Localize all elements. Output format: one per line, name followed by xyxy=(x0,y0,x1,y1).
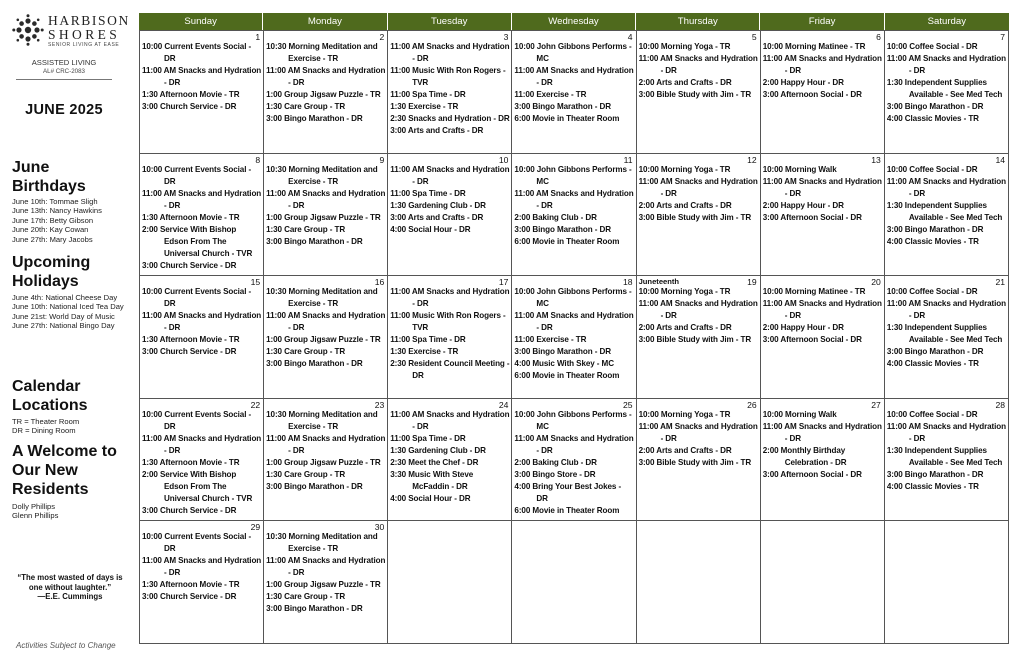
event-item: 11:00 AM Snacks and Hydration - DR xyxy=(266,188,386,210)
event-item: 10:00 John Gibbons Performs - MC xyxy=(514,409,632,431)
event-item: 10:00 John Gibbons Performs - MC xyxy=(514,42,632,63)
calendar-day-cell xyxy=(512,31,636,154)
list-item: June 21st: World Day of Music xyxy=(12,311,115,321)
event-item: 3:00 Bingo Marathon - DR xyxy=(886,469,984,479)
weekday-friday: Friday xyxy=(760,13,884,30)
calendar-day-cell xyxy=(761,521,885,644)
event-item: 10:00 Current Events Social - DR xyxy=(142,532,252,554)
event-item: 1:30 Independent Supplies Available - See Med Tech xyxy=(886,445,1003,467)
event-item: 10:00 Current Events Social - DR xyxy=(142,287,252,309)
list-item: June 4th: National Cheese Day xyxy=(12,293,118,302)
event-item: 11:00 Spa Time - DR xyxy=(390,433,466,443)
event-item: 10:00 Coffee Social - DR xyxy=(886,42,978,51)
event-item: 10:30 Morning Meditation and Exercise - TR xyxy=(266,287,378,309)
calendar-day-cell xyxy=(885,521,1009,644)
event-item: 2:00 Service With Bishop Edson From The Universal Church - TVR xyxy=(142,469,253,503)
event-item: 2:30 Resident Council Meeting - DR xyxy=(390,359,510,381)
event-item: 11:00 AM Snacks and Hydration - DR xyxy=(638,299,758,321)
locations-list xyxy=(12,417,128,436)
day-number: 2 xyxy=(379,32,385,42)
footer-note: Activities Subject to Change xyxy=(16,641,116,650)
event-item: 1:00 Group Jigsaw Puzzle - TR xyxy=(266,580,381,590)
calendar-day-cell xyxy=(264,276,388,399)
calendar-day-cell xyxy=(140,399,264,522)
event-item: 11:00 AM Snacks and Hydration - DR xyxy=(266,556,386,578)
calendar-day-cell xyxy=(885,31,1009,154)
calendar-day-cell xyxy=(388,31,512,154)
event-item: 3:00 Bingo Marathon - DR xyxy=(514,347,611,357)
event-item: 10:00 Morning Yoga - TR xyxy=(638,287,731,297)
weekday-wednesday: Wednesday xyxy=(512,13,636,30)
calendar-day-cell xyxy=(264,399,388,522)
event-item: 1:00 Group Jigsaw Puzzle - TR xyxy=(266,457,381,467)
event-item: 3:00 Church Service - DR xyxy=(142,592,237,602)
calendar-grid xyxy=(139,30,1009,644)
day-number: 10 xyxy=(498,154,509,165)
event-item: 3:00 Bingo Marathon - DR xyxy=(266,604,363,614)
event-item: 3:00 Afternoon Social - DR xyxy=(762,335,862,345)
event-item: 3:00 Bingo Marathon - DR xyxy=(514,224,611,234)
list-item: June 20th: Kay Cowan xyxy=(12,225,89,235)
event-item: 3:00 Bingo Marathon - DR xyxy=(266,359,363,369)
event-item: 2:00 Arts and Crafts - DR xyxy=(638,200,732,210)
event-item: 4:00 Social Hour - DR xyxy=(390,493,471,503)
event-item: 11:00 AM Snacks and Hydration - DR xyxy=(514,66,634,87)
event-item: 1:30 Afternoon Movie - TR xyxy=(142,90,240,99)
event-item: 1:30 Independent Supplies Available - See Med Tech xyxy=(886,78,1003,99)
quote xyxy=(12,573,128,602)
event-item: 10:00 Coffee Social - DR xyxy=(886,287,978,297)
calendar-day-cell xyxy=(140,31,264,154)
event-item: 11:00 AM Snacks and Hydration - DR xyxy=(266,311,386,333)
event-item: 3:00 Bingo Marathon - DR xyxy=(886,347,984,357)
weekday-tuesday: Tuesday xyxy=(388,13,512,30)
event-item: 3:00 Bingo Marathon - DR xyxy=(266,481,363,491)
calendar-day-cell xyxy=(637,399,761,522)
day-number: 14 xyxy=(995,154,1005,165)
event-item: 3:00 Bingo Marathon - DR xyxy=(514,102,611,111)
event-item: 11:00 AM Snacks and Hydration - DR xyxy=(514,188,634,210)
welcome-list xyxy=(12,502,128,521)
license-number: AL# CRC-2083 xyxy=(43,68,85,75)
event-item: 10:00 Coffee Social - DR xyxy=(886,164,978,174)
event-item: 10:00 Current Events Social - DR xyxy=(142,409,252,431)
day-number: 3 xyxy=(503,32,509,42)
event-item: 1:30 Afternoon Movie - TR xyxy=(142,580,240,590)
calendar-day-cell xyxy=(512,154,636,277)
event-item: 6:00 Movie in Theater Room xyxy=(514,236,620,246)
day-number: 26 xyxy=(747,399,757,410)
event-item: 10:00 Morning Yoga - TR xyxy=(638,164,731,174)
event-item: 11:00 AM Snacks and Hydration - DR xyxy=(142,311,262,333)
event-item: 10:30 Morning Meditation and Exercise - TR xyxy=(266,532,378,554)
event-item: 2:00 Happy Hour - DR xyxy=(762,323,844,333)
locations-title: Calendar Locations xyxy=(12,378,88,414)
event-item: 3:00 Bingo Marathon - DR xyxy=(886,102,984,111)
brand-tagline: SENIOR LIVING AT EASE xyxy=(48,42,120,48)
event-item: 4:00 Bring Your Best Jokes - DR xyxy=(514,481,622,503)
day-number: 19 xyxy=(747,277,757,288)
event-item: 1:30 Exercise - TR xyxy=(390,102,459,111)
event-item: 4:00 Classic Movies - TR xyxy=(886,236,979,246)
event-item: 10:00 Morning Matinee - TR xyxy=(762,42,866,51)
event-item: 2:00 Arts and Crafts - DR xyxy=(638,78,732,87)
event-item: 3:00 Arts and Crafts - DR xyxy=(390,212,484,222)
event-item: 3:00 Church Service - DR xyxy=(142,347,237,357)
event-item: 1:00 Group Jigsaw Puzzle - TR xyxy=(266,90,381,99)
divider xyxy=(16,79,112,80)
event-item: 1:30 Gardening Club - DR xyxy=(390,200,486,210)
brand-logo xyxy=(12,12,130,48)
event-item: 3:00 Arts and Crafts - DR xyxy=(390,126,484,135)
list-item: Glenn Phillips xyxy=(12,511,59,521)
event-item: 3:00 Afternoon Social - DR xyxy=(762,469,862,479)
event-item: 11:00 AM Snacks and Hydration - DR xyxy=(886,421,1006,443)
day-number: 25 xyxy=(623,399,633,410)
calendar-day-cell xyxy=(388,521,512,644)
list-item: June 27th: National Bingo Day xyxy=(12,321,115,331)
event-item: 11:00 AM Snacks and Hydration - DR xyxy=(142,433,262,455)
day-number: 28 xyxy=(995,399,1005,410)
calendar-day-cell xyxy=(761,154,885,277)
event-item: 4:00 Classic Movies - TR xyxy=(886,114,979,123)
event-item: 1:30 Afternoon Movie - TR xyxy=(142,335,240,345)
calendar-day-cell xyxy=(761,399,885,522)
calendar-day-cell xyxy=(637,154,761,277)
event-item: 11:00 AM Snacks and Hydration - DR xyxy=(514,433,634,455)
event-item: 11:00 AM Snacks and Hydration - DR xyxy=(638,176,758,198)
calendar-day-cell xyxy=(637,31,761,154)
event-item: 2:00 Baking Club - DR xyxy=(514,457,597,467)
event-item: 11:00 AM Snacks and Hydration - DR xyxy=(390,164,510,186)
day-number: 13 xyxy=(871,154,881,165)
event-item: 2:30 Meet the Chef - DR xyxy=(390,457,479,467)
sidebar xyxy=(0,0,138,663)
event-item: 3:00 Bible Study with Jim - TR xyxy=(638,335,752,345)
event-item: 3:00 Church Service - DR xyxy=(142,102,237,111)
event-item: 4:00 Music With Skey - MC xyxy=(514,359,614,369)
calendar-day-cell xyxy=(761,276,885,399)
calendar-day-cell xyxy=(637,276,761,399)
weekday-monday: Monday xyxy=(263,13,387,30)
calendar-day-cell xyxy=(512,276,636,399)
event-item: 3:00 Bible Study with Jim - TR xyxy=(638,90,752,99)
brand-name xyxy=(48,14,130,42)
event-item: 1:00 Group Jigsaw Puzzle - TR xyxy=(266,212,381,222)
quote-text: “The most wasted of days is one without laughter.” xyxy=(17,573,123,592)
calendar-day-cell xyxy=(885,154,1009,277)
event-item: 10:30 Morning Meditation and Exercise - TR xyxy=(266,164,378,186)
event-item: 11:00 AM Snacks and Hydration - DR xyxy=(390,409,510,431)
event-item: 11:00 AM Snacks and Hydration - DR xyxy=(390,287,510,309)
day-number: 18 xyxy=(623,277,633,288)
calendar-day-cell xyxy=(264,521,388,644)
event-item: 10:00 Morning Yoga - TR xyxy=(638,409,731,419)
calendar-day-cell xyxy=(140,154,264,277)
event-item: 3:00 Bingo Marathon - DR xyxy=(266,236,363,246)
day-number: 7 xyxy=(1000,32,1005,42)
day-number: 12 xyxy=(747,154,757,165)
day-number: 27 xyxy=(871,399,881,410)
calendar-day-cell xyxy=(885,276,1009,399)
event-item: 4:00 Classic Movies - TR xyxy=(886,481,979,491)
birthdays-title: June Birthdays xyxy=(12,159,86,195)
event-item: 11:00 Exercise - TR xyxy=(514,90,587,99)
event-item: 4:00 Classic Movies - TR xyxy=(886,359,979,369)
day-number: 6 xyxy=(876,32,881,42)
event-item: 10:00 Morning Walk xyxy=(762,409,837,419)
event-item: 11:00 Spa Time - DR xyxy=(390,188,466,198)
event-item: 11:00 AM Snacks and Hydration - DR xyxy=(762,299,882,321)
event-item: 2:30 Snacks and Hydration - DR xyxy=(390,114,510,123)
event-item: 1:00 Group Jigsaw Puzzle - TR xyxy=(266,335,381,345)
day-number: 20 xyxy=(871,277,881,288)
calendar-day-cell xyxy=(885,399,1009,522)
event-item: 3:00 Afternoon Social - DR xyxy=(762,212,862,222)
weekday-thursday: Thursday xyxy=(636,13,760,30)
event-item: 6:00 Movie in Theater Room xyxy=(514,371,620,381)
event-item: 1:30 Gardening Club - DR xyxy=(390,445,486,455)
day-number: 30 xyxy=(374,522,385,533)
event-item: 3:00 Bingo Store - DR xyxy=(514,469,596,479)
day-number: 16 xyxy=(374,277,385,288)
event-item: 2:00 Monthly Birthday Celebration - DR xyxy=(762,445,847,467)
event-item: 11:00 AM Snacks and Hydration - DR xyxy=(762,54,882,75)
day-number: 9 xyxy=(379,154,385,165)
list-item: June 17th: Betty Gibson xyxy=(12,215,94,225)
day-number: 24 xyxy=(498,399,509,410)
event-item: 11:00 AM Snacks and Hydration - DR xyxy=(638,421,758,443)
calendar-day-cell xyxy=(512,399,636,522)
weekday-saturday: Saturday xyxy=(885,13,1009,30)
event-item: 1:30 Independent Supplies Available - See Med Tech xyxy=(886,200,1003,222)
list-item: June 27th: Mary Jacobs xyxy=(12,234,93,244)
day-number: 23 xyxy=(374,399,385,410)
event-item: 1:30 Afternoon Movie - TR xyxy=(142,457,240,467)
event-item: 11:00 AM Snacks and Hydration - DR xyxy=(142,188,262,210)
assisted-living-label: ASSISTED LIVING xyxy=(31,58,97,67)
event-item: 11:00 Exercise - TR xyxy=(514,335,587,345)
event-item: 10:30 Morning Meditation and Exercise - TR xyxy=(266,42,378,63)
calendar-day-cell xyxy=(761,31,885,154)
calendar-day-cell xyxy=(512,521,636,644)
event-item: 1:30 Care Group - TR xyxy=(266,592,346,602)
event-item: 3:00 Bingo Marathon - DR xyxy=(886,224,984,234)
brand-name-line1: HARBISON xyxy=(48,13,130,28)
calendar-day-cell xyxy=(140,276,264,399)
calendar-day-cell xyxy=(388,399,512,522)
event-item: 2:00 Baking Club - DR xyxy=(514,212,597,222)
event-item: 2:00 Arts and Crafts - DR xyxy=(638,445,732,455)
event-item: 1:30 Afternoon Movie - TR xyxy=(142,212,240,222)
day-number: 11 xyxy=(623,154,633,165)
event-item: 3:00 Bingo Marathon - DR xyxy=(266,114,363,123)
event-item: 10:00 Current Events Social - DR xyxy=(142,42,252,63)
list-item: June 10th: National Iced Tea Day xyxy=(12,302,124,312)
event-item: 1:30 Care Group - TR xyxy=(266,102,346,111)
day-number: 5 xyxy=(751,32,757,42)
event-item: 1:30 Care Group - TR xyxy=(266,347,346,357)
day-number: 8 xyxy=(255,154,261,165)
event-item: 11:00 AM Snacks and Hydration - DR xyxy=(142,66,262,87)
calendar-day-cell xyxy=(140,521,264,644)
event-item: 11:00 Music With Ron Rogers - TVR xyxy=(390,66,506,87)
list-item: DR = Dining Room xyxy=(12,426,76,436)
event-item: 10:00 John Gibbons Performs - MC xyxy=(514,287,632,309)
event-item: 3:30 Music With Steve McFaddin - DR xyxy=(390,469,474,491)
holidays-list xyxy=(12,293,128,331)
event-item: 6:00 Movie in Theater Room xyxy=(514,114,620,123)
list-item: June 10th: Tommae Sligh xyxy=(12,197,98,206)
event-item: 3:00 Bible Study with Jim - TR xyxy=(638,457,752,467)
calendar-day-cell xyxy=(388,154,512,277)
month-title: JUNE 2025 xyxy=(25,102,103,118)
event-item: 11:00 AM Snacks and Hydration - DR xyxy=(514,311,634,333)
welcome-title: A Welcome to Our New Residents xyxy=(12,443,117,498)
event-item: 3:00 Church Service - DR xyxy=(142,505,237,515)
calendar xyxy=(139,13,1009,644)
list-item: Dolly Phillips xyxy=(12,502,56,511)
event-item: 1:30 Care Group - TR xyxy=(266,469,346,479)
event-item: 11:00 AM Snacks and Hydration - DR xyxy=(142,556,262,578)
event-item: 10:00 Morning Matinee - TR xyxy=(762,287,866,297)
day-number: 21 xyxy=(995,277,1005,288)
event-item: 1:30 Care Group - TR xyxy=(266,224,346,234)
birthdays-list xyxy=(12,197,128,244)
event-item: 11:00 Spa Time - DR xyxy=(390,335,466,345)
holiday-label: Juneteenth xyxy=(638,277,680,287)
calendar-day-cell xyxy=(264,154,388,277)
weekday-sunday: Sunday xyxy=(139,13,263,30)
event-item: 10:00 Morning Yoga - TR xyxy=(638,42,731,51)
event-item: 11:00 AM Snacks and Hydration - DR xyxy=(638,54,758,75)
event-item: 11:00 AM Snacks and Hydration - DR xyxy=(886,299,1006,321)
holidays-title: Upcoming Holidays xyxy=(12,254,91,290)
event-item: 3:00 Afternoon Social - DR xyxy=(762,90,862,99)
flower-logo-icon xyxy=(12,14,44,46)
event-item: 1:30 Independent Supplies Available - See Med Tech xyxy=(886,323,1003,345)
weekday-header xyxy=(139,13,1009,30)
event-item: 11:00 AM Snacks and Hydration - DR xyxy=(762,176,882,198)
event-item: 11:00 AM Snacks and Hydration - DR xyxy=(266,66,386,87)
brand-name-line2: SHORES xyxy=(48,27,121,42)
event-item: 6:00 Movie in Theater Room xyxy=(514,505,620,515)
event-item: 11:00 Music With Ron Rogers - TVR xyxy=(390,311,506,333)
day-number: 15 xyxy=(250,277,261,288)
day-number: 1 xyxy=(255,32,261,42)
event-item: 1:30 Exercise - TR xyxy=(390,347,459,357)
event-item: 10:00 Current Events Social - DR xyxy=(142,164,252,186)
event-item: 2:00 Happy Hour - DR xyxy=(762,78,844,87)
event-item: 4:00 Social Hour - DR xyxy=(390,224,471,234)
event-item: 10:00 Morning Walk xyxy=(762,164,837,174)
event-item: 3:00 Bible Study with Jim - TR xyxy=(638,212,752,222)
day-number: 22 xyxy=(250,399,261,410)
list-item: TR = Theater Room xyxy=(12,417,80,426)
quote-author: —E.E. Cummings xyxy=(37,592,103,602)
event-item: 10:30 Morning Meditation and Exercise - TR xyxy=(266,409,378,431)
event-item: 2:00 Service With Bishop Edson From The Universal Church - TVR xyxy=(142,224,253,258)
event-item: 11:00 AM Snacks and Hydration - DR xyxy=(762,421,882,443)
event-item: 11:00 Spa Time - DR xyxy=(390,90,466,99)
day-number: 4 xyxy=(627,32,633,42)
event-item: 2:00 Arts and Crafts - DR xyxy=(638,323,732,333)
event-item: 3:00 Church Service - DR xyxy=(142,260,237,270)
event-item: 11:00 AM Snacks and Hydration - DR xyxy=(886,176,1006,198)
day-number: 17 xyxy=(498,277,509,288)
event-item: 11:00 AM Snacks and Hydration - DR xyxy=(390,42,510,63)
event-item: 10:00 Coffee Social - DR xyxy=(886,409,978,419)
event-item: 2:00 Happy Hour - DR xyxy=(762,200,844,210)
list-item: June 13th: Nancy Hawkins xyxy=(12,206,102,216)
event-item: 11:00 AM Snacks and Hydration - DR xyxy=(266,433,386,455)
event-item: 11:00 AM Snacks and Hydration - DR xyxy=(886,54,1006,75)
calendar-day-cell xyxy=(388,276,512,399)
day-number: 29 xyxy=(250,522,261,533)
event-item: 10:00 John Gibbons Performs - MC xyxy=(514,164,632,186)
calendar-day-cell xyxy=(264,31,388,154)
calendar-day-cell xyxy=(637,521,761,644)
